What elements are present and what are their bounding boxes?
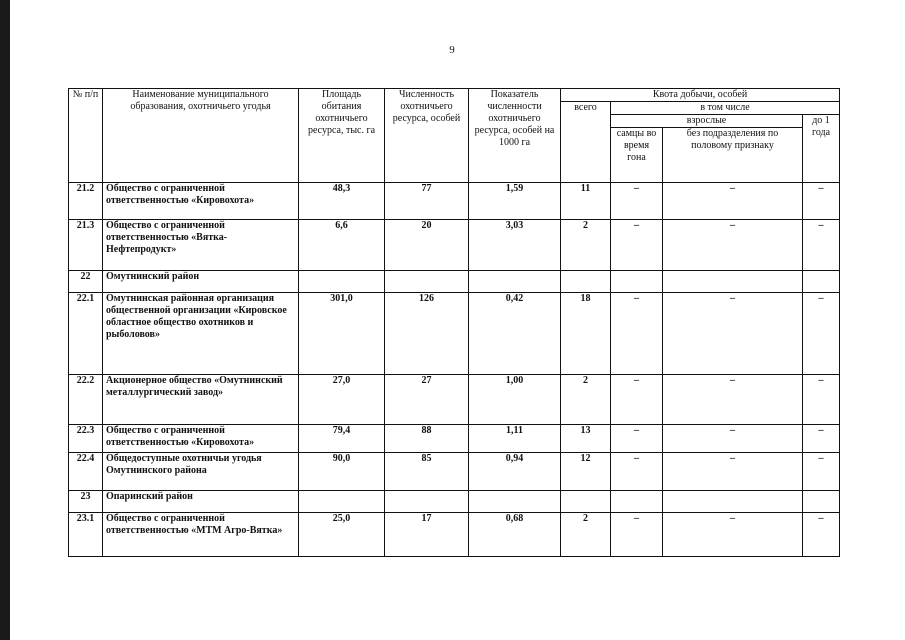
cell-count: 126	[385, 293, 469, 375]
cell-name: Акционерное общество «Омутнинский металлургический завод»	[103, 375, 299, 425]
cell-males: –	[611, 453, 663, 491]
cell-males	[611, 271, 663, 293]
cell-under1: –	[803, 453, 840, 491]
cell-index: 0,42	[469, 293, 561, 375]
cell-count	[385, 271, 469, 293]
cell-name: Общество с ограниченной ответственностью «Кировохота»	[103, 183, 299, 220]
scan-edge-bar	[0, 0, 10, 640]
cell-under1	[803, 271, 840, 293]
cell-males: –	[611, 293, 663, 375]
cell-num: 22.4	[69, 453, 103, 491]
cell-total: 2	[561, 220, 611, 271]
cell-under1: –	[803, 425, 840, 453]
cell-nosex: –	[663, 183, 803, 220]
cell-total: 12	[561, 453, 611, 491]
table-row	[69, 513, 840, 557]
cell-nosex	[663, 271, 803, 293]
header-num: № п/п	[69, 89, 103, 183]
cell-index: 1,11	[469, 425, 561, 453]
cell-under1: –	[803, 293, 840, 375]
cell-name: Омутнинский район	[103, 271, 299, 293]
cell-males: –	[611, 183, 663, 220]
cell-total: 13	[561, 425, 611, 453]
cell-index	[469, 271, 561, 293]
cell-males: –	[611, 513, 663, 557]
cell-name: Опаринский район	[103, 491, 299, 513]
cell-total	[561, 271, 611, 293]
table-row-section	[69, 271, 840, 293]
cell-name: Омутнинская районная организация общественной организации «Кировское областное общество охотников и рыболовов»	[103, 293, 299, 375]
header-count: Численность охотничьего ресурса, особей	[385, 89, 469, 183]
table-row	[69, 453, 840, 491]
cell-males: –	[611, 425, 663, 453]
cell-index: 0,94	[469, 453, 561, 491]
cell-name: Общество с ограниченной ответственностью «МТМ Агро-Вятка»	[103, 513, 299, 557]
cell-count: 77	[385, 183, 469, 220]
cell-total	[561, 491, 611, 513]
cell-total: 2	[561, 375, 611, 425]
quota-table	[68, 88, 840, 557]
page-number: 9	[449, 44, 455, 56]
header-name: Наименование муниципального образования, охотничьего угодья	[103, 89, 299, 183]
cell-count: 85	[385, 453, 469, 491]
cell-name: Общедоступные охотничьи угодья Омутнинского района	[103, 453, 299, 491]
cell-name: Общество с ограниченной ответственностью «Кировохота»	[103, 425, 299, 453]
cell-index: 1,59	[469, 183, 561, 220]
cell-area: 6,6	[299, 220, 385, 271]
table-row	[69, 293, 840, 375]
cell-index: 0,68	[469, 513, 561, 557]
header-area: Площадь обитания охотничьего ресурса, тыс. га	[299, 89, 385, 183]
table-row	[69, 183, 840, 220]
cell-num: 21.2	[69, 183, 103, 220]
cell-area: 48,3	[299, 183, 385, 220]
header-including: в том числе	[611, 102, 840, 115]
cell-num: 22.3	[69, 425, 103, 453]
cell-under1: –	[803, 513, 840, 557]
table-row-section	[69, 491, 840, 513]
table-row	[69, 375, 840, 425]
cell-nosex: –	[663, 220, 803, 271]
cell-count: 20	[385, 220, 469, 271]
table-row	[69, 220, 840, 271]
cell-nosex: –	[663, 513, 803, 557]
header-nosex: без подразделения по половому признаку	[663, 128, 803, 183]
cell-count	[385, 491, 469, 513]
cell-count: 27	[385, 375, 469, 425]
table-row	[69, 425, 840, 453]
cell-area: 25,0	[299, 513, 385, 557]
cell-index: 1,00	[469, 375, 561, 425]
cell-under1: –	[803, 220, 840, 271]
cell-under1: –	[803, 183, 840, 220]
cell-males: –	[611, 220, 663, 271]
cell-area: 301,0	[299, 293, 385, 375]
header-total: всего	[561, 102, 611, 183]
cell-nosex: –	[663, 375, 803, 425]
cell-area: 27,0	[299, 375, 385, 425]
header-index: Показатель численности охотничьего ресурса, особей на 1000 га	[469, 89, 561, 183]
cell-count: 88	[385, 425, 469, 453]
cell-area	[299, 491, 385, 513]
cell-num: 22.2	[69, 375, 103, 425]
cell-num: 21.3	[69, 220, 103, 271]
cell-area	[299, 271, 385, 293]
cell-nosex: –	[663, 293, 803, 375]
cell-area: 79,4	[299, 425, 385, 453]
cell-num: 23.1	[69, 513, 103, 557]
cell-nosex: –	[663, 425, 803, 453]
cell-total: 18	[561, 293, 611, 375]
cell-num: 22.1	[69, 293, 103, 375]
cell-num: 22	[69, 271, 103, 293]
header-adults: взрослые	[611, 115, 803, 128]
cell-nosex: –	[663, 453, 803, 491]
cell-index: 3,03	[469, 220, 561, 271]
cell-area: 90,0	[299, 453, 385, 491]
header-males: самцы во время гона	[611, 128, 663, 183]
cell-under1: –	[803, 375, 840, 425]
cell-num: 23	[69, 491, 103, 513]
cell-males	[611, 491, 663, 513]
cell-count: 17	[385, 513, 469, 557]
header-quota: Квота добычи, особей	[561, 89, 840, 102]
cell-total: 2	[561, 513, 611, 557]
header-under1: до 1 года	[803, 115, 840, 183]
cell-total: 11	[561, 183, 611, 220]
cell-under1	[803, 491, 840, 513]
cell-nosex	[663, 491, 803, 513]
cell-name: Общество с ограниченной ответственностью «Вятка-Нефтепродукт»	[103, 220, 299, 271]
cell-index	[469, 491, 561, 513]
cell-males: –	[611, 375, 663, 425]
